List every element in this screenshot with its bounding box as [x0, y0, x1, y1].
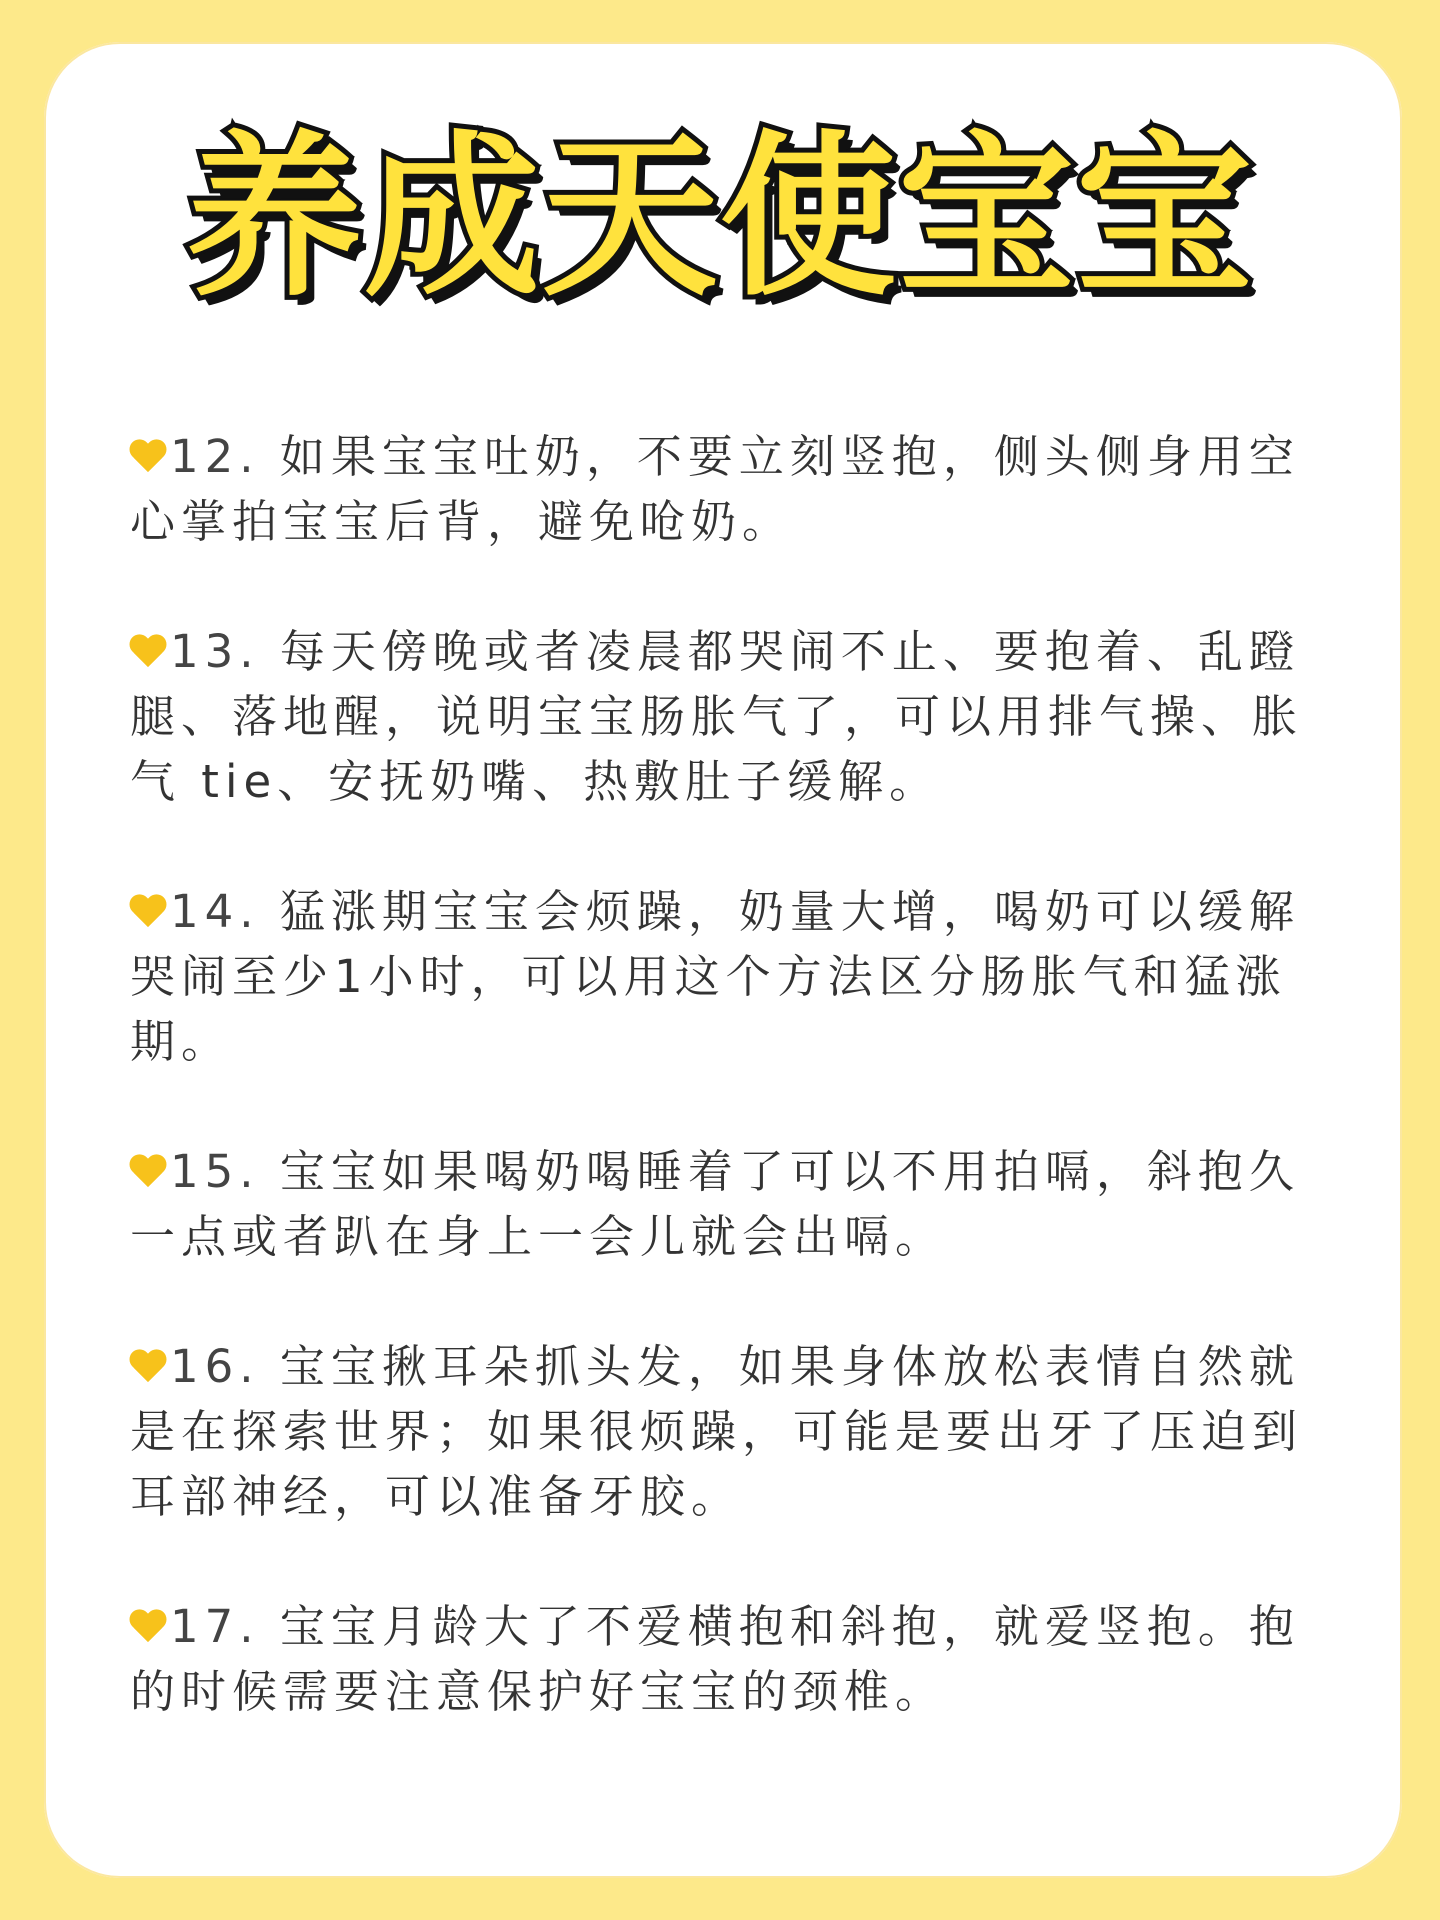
- tip-item-13: [130, 619, 1330, 814]
- yellow-heart-icon: [130, 1610, 166, 1646]
- tip-number: 15.: [170, 1145, 260, 1198]
- tip-item-17: [130, 1594, 1330, 1724]
- yellow-heart-icon: [130, 1155, 166, 1191]
- tip-text: 宝宝揪耳朵抓头发，如果身体放松表情自然就是在探索世界；如果很烦躁，可能是要出牙了压迫到耳部神经，可以准备牙胶。: [130, 1340, 1304, 1523]
- tip-number: 13.: [170, 625, 260, 678]
- tip-text: 宝宝月龄大了不爱横抱和斜抱，就爱竖抱。抱的时候需要注意保护好宝宝的颈椎。: [130, 1600, 1300, 1718]
- tip-number: 16.: [170, 1340, 260, 1393]
- tip-number: 14.: [170, 885, 260, 938]
- yellow-heart-icon: [130, 1350, 166, 1386]
- tip-number: 17.: [170, 1600, 260, 1653]
- yellow-heart-icon: [130, 635, 166, 671]
- tip-text: 每天傍晚或者凌晨都哭闹不止、要抱着、乱蹬腿、落地醒，说明宝宝肠胀气了，可以用排气操、胀气 tie、安抚奶嘴、热敷肚子缓解。: [130, 625, 1304, 808]
- tip-text: 宝宝如果喝奶喝睡着了可以不用拍嗝，斜抱久一点或者趴在身上一会儿就会出嗝。: [130, 1145, 1300, 1263]
- yellow-heart-icon: [130, 440, 166, 476]
- tip-item-15: [130, 1139, 1330, 1269]
- tip-item-14: [130, 879, 1330, 1074]
- tips-list: [130, 424, 1330, 1789]
- tip-item-12: [130, 424, 1330, 554]
- tip-number: 12.: [170, 430, 260, 483]
- yellow-heart-icon: [130, 895, 166, 931]
- tip-item-16: [130, 1334, 1330, 1529]
- tip-text: 如果宝宝吐奶，不要立刻竖抱，侧头侧身用空心掌拍宝宝后背，避免呛奶。: [130, 430, 1300, 548]
- page-title: 养成天使宝宝: [185, 115, 1254, 320]
- tip-text: 猛涨期宝宝会烦躁，奶量大增，喝奶可以缓解哭闹至少1小时，可以用这个方法区分肠胀气和猛涨期。: [130, 885, 1300, 1068]
